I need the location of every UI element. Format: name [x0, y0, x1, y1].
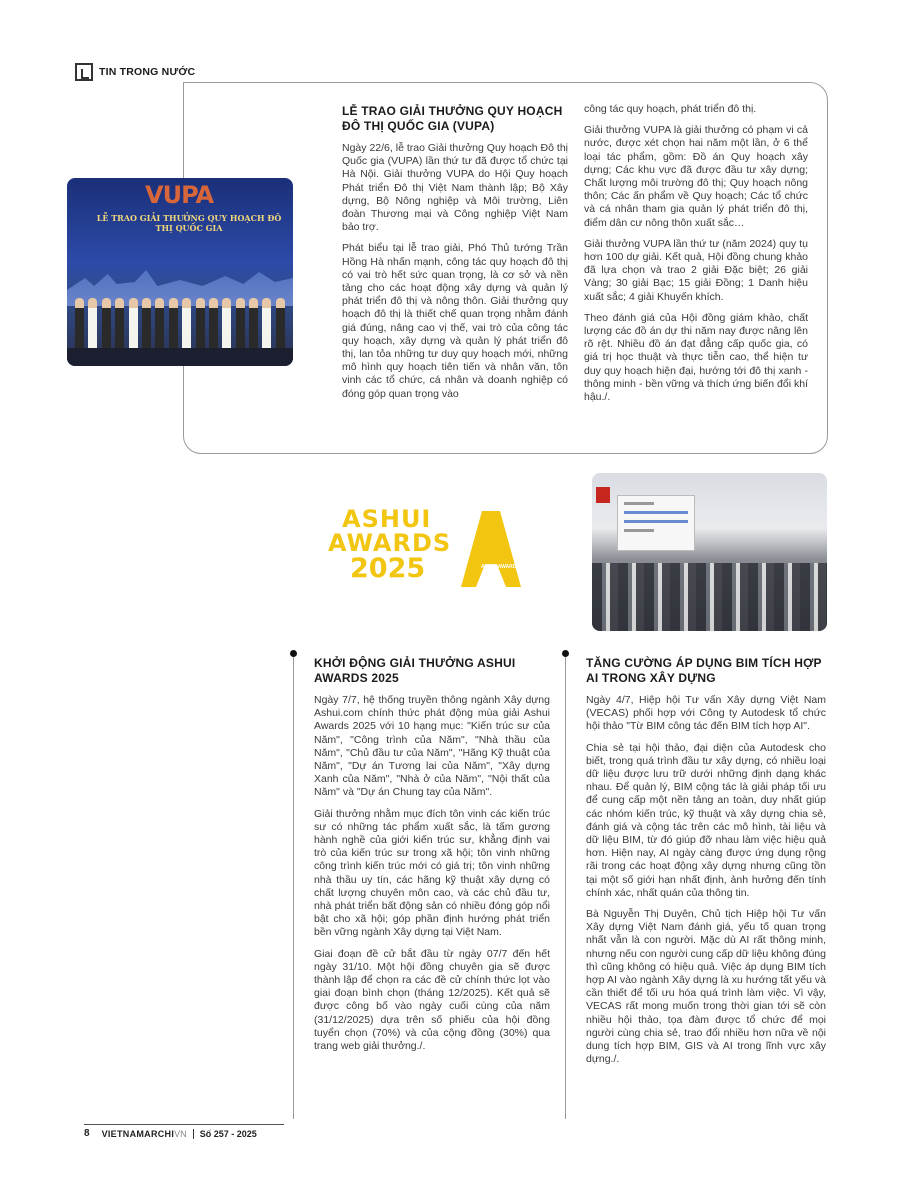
- bim-paragraph: Ngày 4/7, Hiệp hội Tư vấn Xây dựng Việt Nam (VECAS) phối hợp với Công ty Autodesk tổ chức hội thảo "Từ BIM công tác đến BIM tích hợp AI".: [586, 694, 826, 733]
- ashui-badge-text: ASHUI AWARDS: [481, 564, 520, 570]
- footer-rule: [84, 1124, 284, 1125]
- flag-icon: [596, 487, 610, 503]
- column-divider: [565, 657, 566, 1119]
- ashui-paragraph: Giải thưởng nhằm mục đích tôn vinh các kiến trúc sư có những tác phẩm xuất sắc, là tấm gương hành nghề của giới kiến trúc sư, khẳng định vai trò của kiến trúc sư trong xã hội; tôn vinh những công trình kiến trúc mới có giá trị; tôn vinh những nhà thầu uy tín, các hãng kỹ thuật xây dựng có chất lượng chuyên môn cao, và các chủ đầu tư, nhà phát triển bất động sản có nhiều đóng góp nổi bật cho xã hội; góp phần định hướng phát triển bền vững ngành Xây dựng tại Việt Nam.: [314, 807, 550, 939]
- bullet-dot: [562, 650, 569, 657]
- workshop-audience: [592, 563, 827, 631]
- projector-screen: [617, 495, 695, 551]
- vupa-paragraph: Ngày 22/6, lễ trao Giải thưởng Quy hoạch Đô thị Quốc gia (VUPA) lần thứ tư đã được tổ chức tại Hà Nội. Giải thưởng VUPA do Hội Quy hoạch Phát triển Đô thị Việt Nam thành lập; Bộ Xây dựng, Bộ Nông nghiệp và Môi trường, Liên đoàn Thương mại và Công nghiệp Việt Nam bảo trợ.: [342, 142, 568, 234]
- section-title: TIN TRONG NƯỚC: [99, 66, 196, 78]
- vupa-article-title: LỄ TRAO GIẢI THƯỞNG QUY HOẠCH ĐÔ THỊ QUỐC GIA (VUPA): [342, 104, 563, 133]
- magazine-suffix: VN: [174, 1128, 187, 1139]
- page-footer: [84, 1128, 257, 1139]
- section-header: [75, 62, 195, 82]
- ashui-article: [314, 656, 550, 1061]
- award-recipients: [75, 286, 285, 356]
- bim-article: [586, 656, 826, 1074]
- ashui-article-title: KHỞI ĐỘNG GIẢI THƯỞNG ASHUI AWARDS 2025: [314, 656, 516, 685]
- column-divider: [293, 657, 294, 1119]
- magazine-name: VIETNAMARCHI: [101, 1128, 175, 1139]
- vupa-paragraph: Giải thưởng VUPA là giải thưởng có phạm vi cả nước, được xét chọn hai năm một lần, ở 6 thể loại tác phẩm, gồm: Đồ án Quy hoạch xây dựng; Các khu vực đã được đầu tư xây dựng; Chất lượng môi trường đô thị; Quy hoạch nông thôn; Các ấn phẩm về Quy hoạch; Các tổ chức và cá nhân tham gia quản lý phát triển đô thị, điểm dân cư nông thôn xuất sắc…: [584, 124, 808, 229]
- vupa-banner-text: LỄ TRAO GIẢI THƯỞNG QUY HOẠCH ĐÔ THỊ QUỐC GIA: [96, 213, 282, 233]
- vupa-paragraph: công tác quy hoạch, phát triển đô thị.: [584, 103, 757, 115]
- vupa-paragraph: Giải thưởng VUPA lần thứ tư (năm 2024) quy tụ hơn 100 dự giải. Kết quả, Hội đồng chung khảo đã lựa chọn và trao 2 giải Đặc biệt; 26 giải Vàng; 30 giải Bạc; 15 giải Đồng; 1 Danh hiệu xuất sắc; 4 giải Khuyến khích.: [584, 237, 808, 303]
- ashui-logo-year: 2025: [350, 553, 426, 584]
- magazine-mark-icon: [75, 63, 93, 81]
- vupa-paragraph: Phát biểu tại lễ trao giải, Phó Thủ tướng Trần Hồng Hà nhấn mạnh, công tác quy hoạch đô thị có vai trò hết sức quan trọng, là cơ sở và nền tảng cho các hoạt động xây dựng và quản lý phát triển đô thị và nông thôn. Giải thưởng quy hoạch đô thị là thiết chế quan trọng nhằm đánh giá đúng, nâng cao vị thế, vai trò của công tác quy hoạch, xây dựng và quản lý phát triển đô thị, lan tỏa những tư duy quy hoạch mới, những mô hình quy hoạch tiên tiến và nhân văn, tôn vinh các tổ chức, cá nhân và doanh nghiệp có đóng góp quan trọng vào: [342, 242, 568, 400]
- ashui-a-mark-icon: [461, 511, 521, 587]
- bim-paragraph: Bà Nguyễn Thị Duyên, Chủ tịch Hiệp hội Tư vấn Xây dựng Việt Nam đánh giá, yếu tố quan trọng nhất vẫn là con người. Mặc dù AI rất thông minh, nhưng nếu con người cung cấp dữ liệu không đúng thì cũng không có hiệu quả. Việc áp dụng BIM tích hợp AI vào ngành Xây dựng là xu hướng tất yếu và cần thiết để tối ưu hóa quá trình làm việc. Vì vậy, VECAS rất mong muốn trong thời gian tới sẽ còn nhiều hội thảo, tọa đàm được tổ chức để mọi người cùng chia sẻ, trao đổi nhiều hơn nữa về nội dung tích hợp BIM, GIS và AI trong lĩnh vực xây dựng./.: [586, 908, 826, 1066]
- ashui-logo-line: AWARDS: [328, 529, 452, 557]
- vupa-ceremony-photo: [67, 178, 293, 366]
- footer-separator: [193, 1129, 194, 1139]
- vupa-paragraph: Theo đánh giá của Hội đồng giám khảo, chất lượng các đồ án dự thi năm nay được nâng lên rõ rệt. Nhiều đồ án đạt đẳng cấp quốc gia, có giá trị học thuật và thực tiễn cao, thể hiện tư duy quy hoạch hiện đại, hướng tới đô thị xanh - thông minh - bền vững và thích ứng biến đổi khí hậu./.: [584, 311, 808, 404]
- page-number: 8: [84, 1128, 90, 1139]
- ashui-awards-logo: [328, 505, 524, 584]
- vupa-logo: VUPA: [145, 181, 214, 209]
- bullet-dot: [290, 650, 297, 657]
- ashui-paragraph: Ngày 7/7, hệ thống truyền thông ngành Xây dựng Ashui.com chính thức phát động mùa giải Ashui Awards 2025 với 10 hạng mục: "Kiến trúc sư của Năm", "Công trình của Năm", "Nhà thầu của Năm", "Chủ đầu tư của Năm", "Hãng Kỹ thuật của Năm", "Dự án Tương lai của Năm", "Xây dựng Xanh của Năm", "Nhà ở của Năm", "Nội thất của Năm" và "Dự án Chung tay của Năm".: [314, 694, 550, 799]
- bim-workshop-photo: [592, 473, 827, 631]
- issue-number: Số 257 - 2025: [199, 1128, 257, 1139]
- bim-paragraph: Chia sẻ tại hội thảo, đại diện của Autodesk cho biết, trong quá trình đầu tư xây dựng, có nhiều loại dữ liệu được lưu trữ dưới những định dạng khác nhau. Để quản lý, BIM cộng tác là giải pháp tối ưu để cung cấp một nền tảng an toàn, duy nhất giúp các nhóm kiến trúc, kỹ thuật và xây dựng chia sẻ, đánh giá và cộng tác trên các mô hình, tài liệu và dữ liệu BIM, từ đó giúp đỡ nhau làm việc hiệu quả hơn. Hiện nay, AI ngày càng được ứng dụng rộng rãi trong các hoạt động xây dựng nhưng cũng tồn tại một số giới hạn nhất định, ảnh hưởng đến tính chính xác, nhất quán của thông tin.: [586, 741, 826, 899]
- bim-article-title: TĂNG CƯỜNG ÁP DỤNG BIM TÍCH HỢP AI TRONG XÂY DỰNG: [586, 656, 822, 685]
- vupa-article-col2: [584, 103, 808, 412]
- vupa-article-col1: [342, 104, 568, 409]
- ashui-paragraph: Giai đoạn đề cử bắt đầu từ ngày 07/7 đến hết ngày 31/10. Một hội đồng chuyên gia sẽ được thành lập để chọn ra các đề cử chính thức lọt vào giai đoạn bình chọn (tháng 12/2025). Kết quả sẽ được công bố vào ngày cuối cùng của năm (31/12/2025) dựa trên số phiếu của hội đồng tuyển chọn (70%) và của cộng đồng (30%) qua trang web giải thưởng./.: [314, 947, 550, 1053]
- ashui-logo-line: ASHUI: [342, 505, 432, 533]
- stage-floor: [67, 348, 293, 366]
